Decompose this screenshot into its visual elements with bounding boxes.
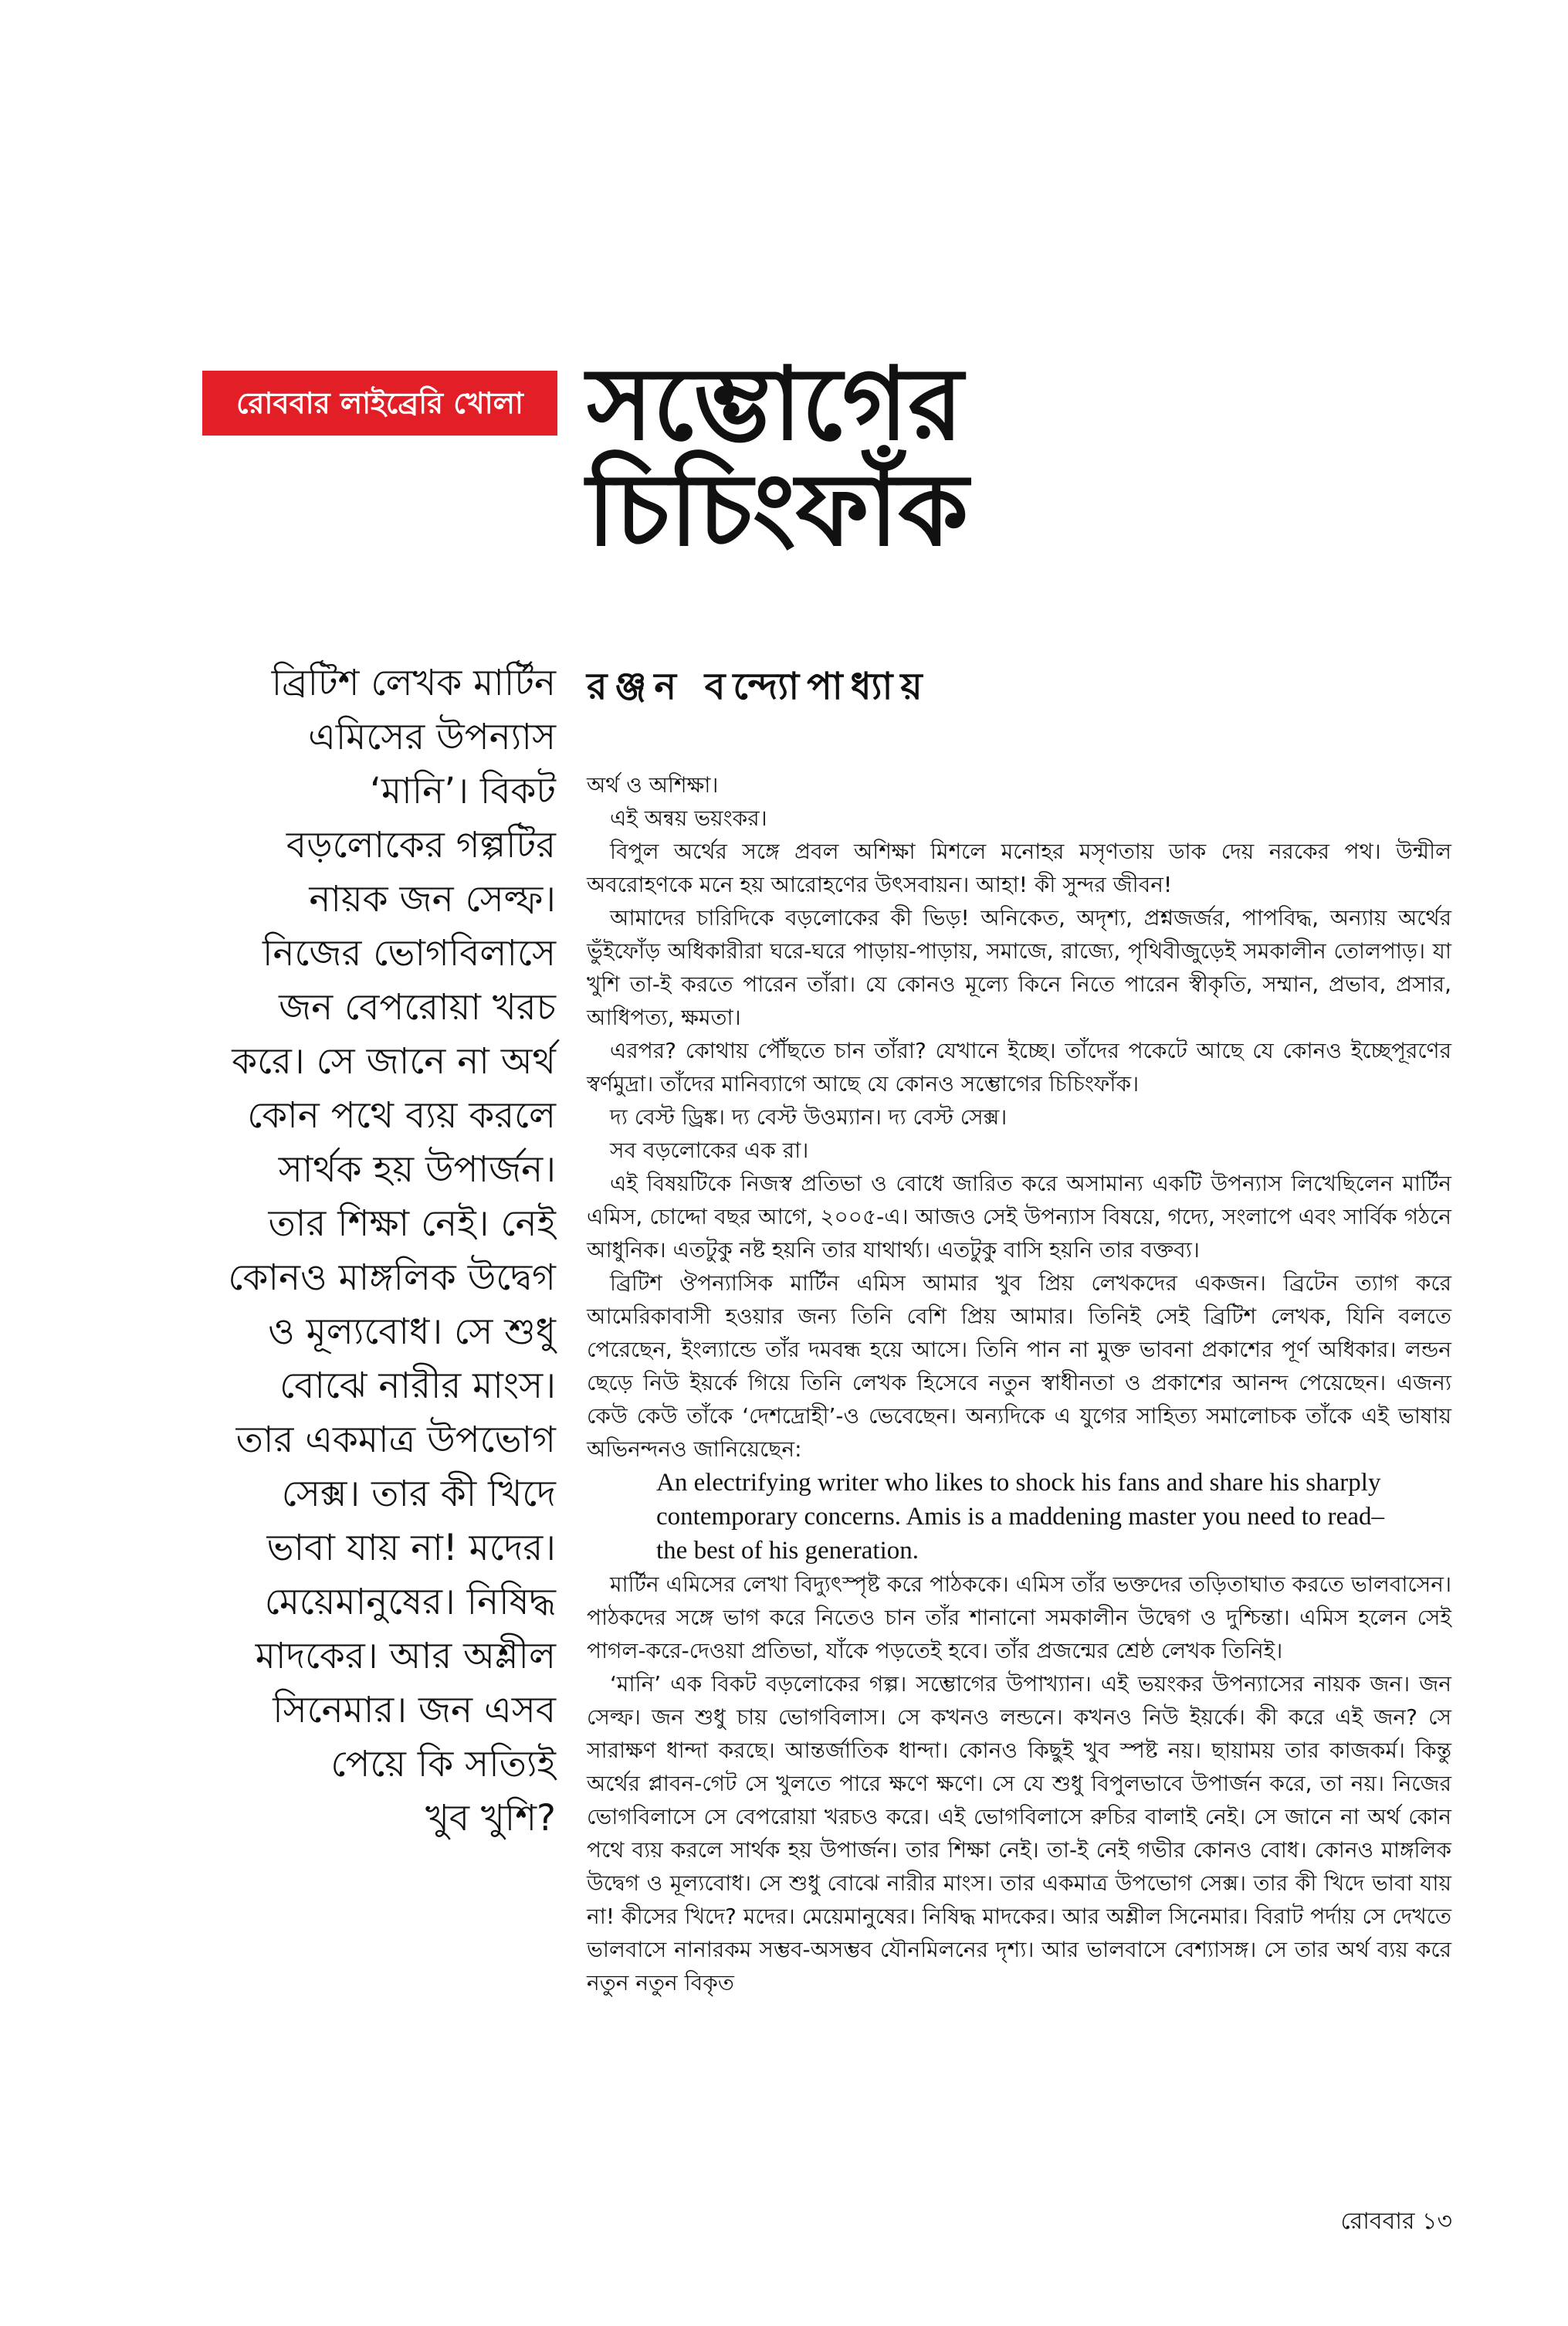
article-body (587, 768, 1451, 1999)
pullquote-line: করে। সে জানে না অর্থ (232, 1040, 556, 1083)
pullquote-line: তার শিক্ষা নেই। নেই (268, 1202, 556, 1245)
pullquote-line: খুব খুশি? (425, 1797, 556, 1839)
pullquote-line: নায়ক জন সেল্ফ। (309, 878, 556, 921)
article-paragraph: আমাদের চারিদিকে বড়লোকের কী ভিড়! অনিকেত, অদৃশ্য, প্রশ্নজর্জর, পাপবিদ্ধ, অন্যায় অর্থের ভুঁইফোঁড় অধিকারীরা ঘরে-ঘরে পাড়ায়-পাড়ায়, সমাজে, রাজ্যে, পৃথিবীজুড়েই সমকালীন তোলপাড়। যা খুশি তা-ই করতে পারেন তাঁরা। যে কোনও মূল্যে কিনে নিতে পারেন স্বীকৃতি, সম্মান, প্রভাব, প্রসার, আধিপত্য, ক্ষমতা। (587, 905, 1451, 1030)
article-paragraph: ‘মানি’ এক বিকট বড়লোকের গল্প। সম্ভোগের উপাখ্যান। এই ভয়ংকর উপন্যাসের নায়ক জন। জন সেল্ফ। জন শুধু চায় ভোগবিলাস। সে কখনও লন্ডনে। কখনও নিউ ইয়র্কে। কী করে এই জন? সে সারাক্ষণ ধান্দা করছে। আন্তর্জাতিক ধান্দা। কোনও কিছুই খুব স্পষ্ট নয়। ছায়াময় তার কাজকর্ম। কিন্তু অর্থের প্লাবন-গেট সে খুলতে পারে ক্ষণে ক্ষণে। সে যে শুধু বিপুলভাবে উপার্জন করে, তা নয়। নিজের ভোগবিলাসে সে বেপরোয়া খরচও করে। এই ভোগবিলাসে রুচির বালাই নেই। সে জানে না অর্থ কোন পথে ব্যয় করলে সার্থক হয় উপার্জন। তার শিক্ষা নেই। তা-ই নেই গভীর কোনও বোধ। কোনও মাঙ্গলিক উদ্বেগ ও মূল্যবোধ। সে শুধু বোঝে নারীর মাংস। তার একমাত্র উপভোগ সেক্স। তার কী খিদে ভাবা যায় না! কীসের খিদে? মদের। মেয়েমানুষের। নিষিদ্ধ মাদকের। আর অশ্লীল সিনেমার। বিরাট পর্দায় সে দেখতে ভালবাসে নানারকম সম্ভব-অসম্ভব যৌনমিলনের দৃশ্য। আর ভালবাসে বেশ্যাসঙ্গ। সে তার অর্থ ব্যয় করে নতুন নতুন বিকৃত (587, 1671, 1451, 1995)
pullquote-line: ‘মানি’। বিকট (370, 770, 556, 812)
pullquote-line: কোন পথে ব্যয় করলে (247, 1094, 556, 1137)
pullquote-line: সার্থক হয় উপার্জন। (278, 1148, 556, 1191)
pullquote-line: সিনেমার। জন এসব (273, 1689, 556, 1731)
article-paragraph: বিপুল অর্থের সঙ্গে প্রবল অশিক্ষা মিশলে মনোহর মসৃণতায় ডাক দেয় নরকের পথ। উন্মীল অবরোহণকে মনে হয় আরোহণের উৎসবায়ন। আহা! কী সুন্দর জীবন! (587, 839, 1451, 897)
article-paragraph: দ্য বেস্ট ড্রিঙ্ক। দ্য বেস্ট উওম্যান। দ্য বেস্ট সেক্স। (610, 1104, 1008, 1130)
article-paragraph: অর্থ ও অশিক্ষা। (587, 772, 719, 798)
page-folio: রোববার ১৩ (1340, 2208, 1452, 2235)
headline-line-2: চিচিংফাঁক (587, 450, 969, 568)
pullquote-line: ভাবা যায় না! মদের। (266, 1527, 556, 1569)
byline: রঞ্জন বন্দ্যোপাধ্যায় (587, 665, 930, 708)
article-paragraph: এরপর? কোথায় পৌঁছতে চান তাঁরা? যেখানে ইচ্ছে। তাঁদের পকেটে আছে যে কোনও ইচ্ছেপূরণের স্বর্ণমুদ্রা। তাঁদের মানিব্যাগে আছে যে কোনও সম্ভোগের চিচিংফাঁক। (587, 1038, 1451, 1097)
article-paragraph: এই বিষয়টিকে নিজস্ব প্রতিভা ও বোধে জারিত করে অসামান্য একটি উপন্যাস লিখেছিলেন মার্টিন এমিস, চোদ্দো বছর আগে, ২০০৫-এ। আজও সেই উপন্যাস বিষয়ে, গদ্যে, সংলাপে এবং সার্বিক গঠনে আধুনিক। এতটুকু নষ্ট হয়নি তার যাথার্থ্য। এতটুকু বাসি হয়নি তার বক্তব্য। (587, 1171, 1451, 1263)
pullquote-line: বড়লোকের গল্পটির (286, 824, 556, 866)
headline (587, 345, 1173, 568)
headline-line-1: সম্ভোগের (587, 345, 963, 463)
article-paragraph: সব বড়লোকের এক রা। (610, 1138, 809, 1163)
pullquote (147, 656, 556, 1846)
pullquote-line: কোনও মাঙ্গলিক উদ্বেগ (228, 1256, 556, 1299)
pullquote-line: এমিসের উপন্যাস (308, 716, 556, 758)
pullquote-line: পেয়ে কি সত্যিই (330, 1743, 556, 1785)
article-paragraph: এই অন্বয় ভয়ংকর। (610, 805, 767, 831)
pullquote-line: মেয়েমানুষের। নিষিদ্ধ (264, 1581, 556, 1623)
english-quote: An electrifying writer who likes to shock his fans and share his sharply contemporary concerns. Amis is a maddening master you need to read– the best of his generation. (656, 1469, 1384, 1565)
section-badge: রোববার লাইব্রেরি খোলা (202, 371, 557, 436)
pullquote-line: বোঝে নারীর মাংস। (279, 1365, 556, 1407)
pullquote-line: জন বেপরোয়া খরচ (279, 986, 556, 1029)
article-paragraph: মার্টিন এমিসের লেখা বিদ্যুৎস্পৃষ্ট করে পাঠককে। এমিস তাঁর ভক্তদের তড়িতাঘাত করতে ভালবাসেন। পাঠকদের সঙ্গে ভাগ করে নিতেও চান তাঁর শানানো সমকালীন উদ্বেগ ও দুশ্চিন্তা। এমিস হলেন সেই পাগল-করে-দেওয়া প্রতিভা, যাঁকে পড়তেই হবে। তাঁর প্রজন্মের শ্রেষ্ঠ লেখক তিনিই। (587, 1572, 1451, 1663)
pullquote-line: তার একমাত্র উপভোগ (235, 1419, 556, 1461)
pullquote-line: ও মূল্যবোধ। সে শুধু (268, 1310, 556, 1353)
article-paragraph: ব্রিটিশ ঔপন্যাসিক মার্টিন এমিস আমার খুব প্রিয় লেখকদের একজন। ব্রিটেন ত্যাগ করে আমেরিকাবাসী হওয়ার জন্য তিনি বেশি প্রিয় আমার। তিনিই সেই ব্রিটিশ লেখক, যিনি বলতে পেরেছেন, ইংল্যান্ডে তাঁর দমবন্ধ হয়ে আসে। তিনি পান না মুক্ত ভাবনা প্রকাশের পূর্ণ অধিকার। লন্ডন ছেড়ে নিউ ইয়র্কে গিয়ে তিনি লেখক হিসেবে নতুন স্বাধীনতা ও প্রকাশের আনন্দ পেয়েছেন। এজন্য কেউ কেউ তাঁকে ‘দেশদ্রোহী’-ও ভেবেছেন। অন্যদিকে এ যুগের সাহিত্য সমালোচক তাঁকে এই ভাষায় অভিনন্দনও জানিয়েছেন: (587, 1270, 1451, 1462)
pullquote-line: ব্রিটিশ লেখক মার্টিন (271, 662, 556, 704)
pullquote-line: সেক্স। তার কী খিদে (281, 1473, 556, 1515)
pullquote-line: মাদকের। আর অশ্লীল (255, 1635, 556, 1677)
pullquote-line: নিজের ভোগবিলাসে (262, 932, 556, 975)
